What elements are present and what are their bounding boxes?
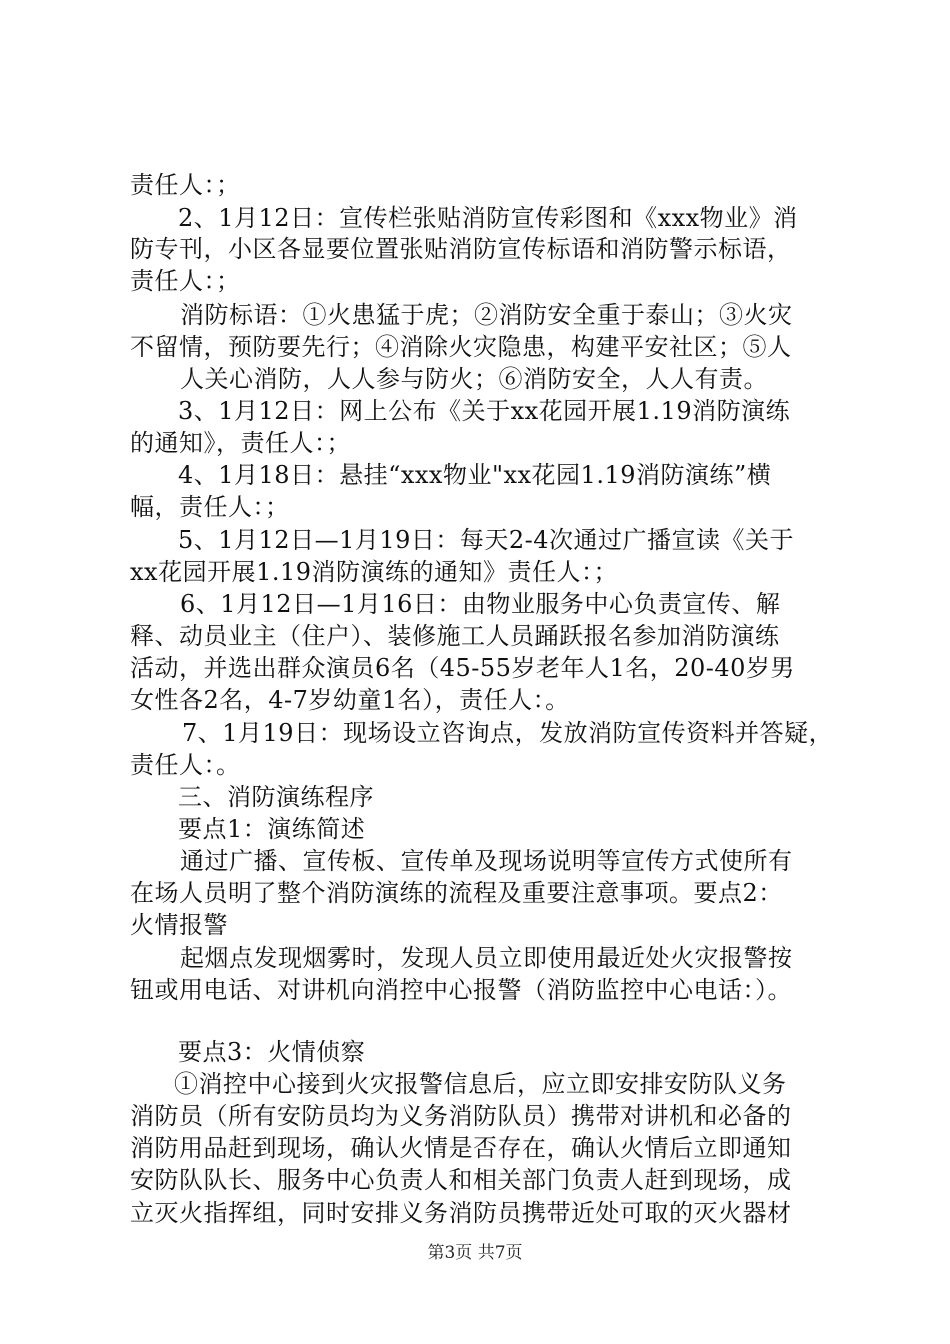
text-line: 防专刊，小区各显要位置张贴消防宣传标语和消防警示标语， <box>130 235 792 263</box>
text-line: 消防员（所有安防员均为义务消防队员）携带对讲机和必备的 <box>130 1102 792 1130</box>
text-line: 7、1月19日：现场设立咨询点，发放消防宣传资料并答疑， <box>182 719 834 747</box>
text-line: 消防标语：①火患猛于虎；②消防安全重于泰山；③火灾 <box>180 301 793 329</box>
text-line: 通过广播、宣传板、宣传单及现场说明等宣传方式使所有 <box>180 847 793 875</box>
text-line: xx花园开展1.19消防演练的通知》责任人：； <box>130 558 619 586</box>
text-line: 不留情，预防要先行；④消除火灾隐患，构建平安社区；⑤人 <box>130 333 792 361</box>
text-line: 6、1月12日—1月16日：由物业服务中心负责宣传、解 <box>180 590 781 618</box>
text-line: 责任人：。 <box>130 751 241 779</box>
subsection-heading: 要点3：火情侦察 <box>178 1038 366 1066</box>
text-line: 在场人员明了整个消防演练的流程及重要注意事项。要点2： <box>130 879 783 907</box>
text-line: 人关心消防，人人参与防火；⑥消防安全，人人有责。 <box>180 365 768 393</box>
text-line: 释、动员业主（住户）、装修施工人员踊跃报名参加消防演练 <box>130 622 780 650</box>
text-line: 活动，并选出群众演员6名（45-55岁老年人1名，20-40岁男 <box>130 654 795 682</box>
text-line: 消防用品赶到现场，确认火情是否存在，确认火情后立即通知 <box>130 1134 792 1162</box>
section-heading: 三、消防演练程序 <box>178 783 374 811</box>
text-line: 女性各2名，4-7岁幼童1名），责任人：。 <box>130 686 570 714</box>
subsection-heading: 要点1：演练简述 <box>178 815 366 843</box>
text-line: 立灭火指挥组，同时安排义务消防员携带近处可取的灭火器材 <box>130 1199 792 1227</box>
page-number-footer: 第3页 共7页 <box>427 1243 523 1263</box>
text-line: 的通知》，责任人：； <box>130 429 351 457</box>
text-line: 2、1月12日：宣传栏张贴消防宣传彩图和《xxx物业》消 <box>178 204 798 232</box>
text-line: 安防队队长、服务中心负责人和相关部门负责人赶到现场，成 <box>130 1166 792 1194</box>
text-line: 责任人：； <box>130 171 241 199</box>
text-line: 钮或用电话、对讲机向消控中心报警（消防监控中心电话：）。 <box>130 976 792 1004</box>
text-line: 3、1月12日：网上公布《关于xx花园开展1.19消防演练 <box>178 397 791 425</box>
text-line: 火情报警 <box>130 911 228 939</box>
text-line: 4、1月18日：悬挂“xxx物业"xx花园1.19消防演练”横 <box>178 461 772 489</box>
text-line: 起烟点发现烟雾时，发现人员立即使用最近处火灾报警按 <box>180 944 793 972</box>
text-line: 5、1月12日—1月19日：每天2-4次通过广播宣读《关于 <box>178 526 795 554</box>
text-line: 责任人：； <box>130 267 241 295</box>
text-line: ①消控中心接到火灾报警信息后，应立即安排安防队义务 <box>174 1070 787 1098</box>
text-line: 幅，责任人：； <box>130 493 290 521</box>
